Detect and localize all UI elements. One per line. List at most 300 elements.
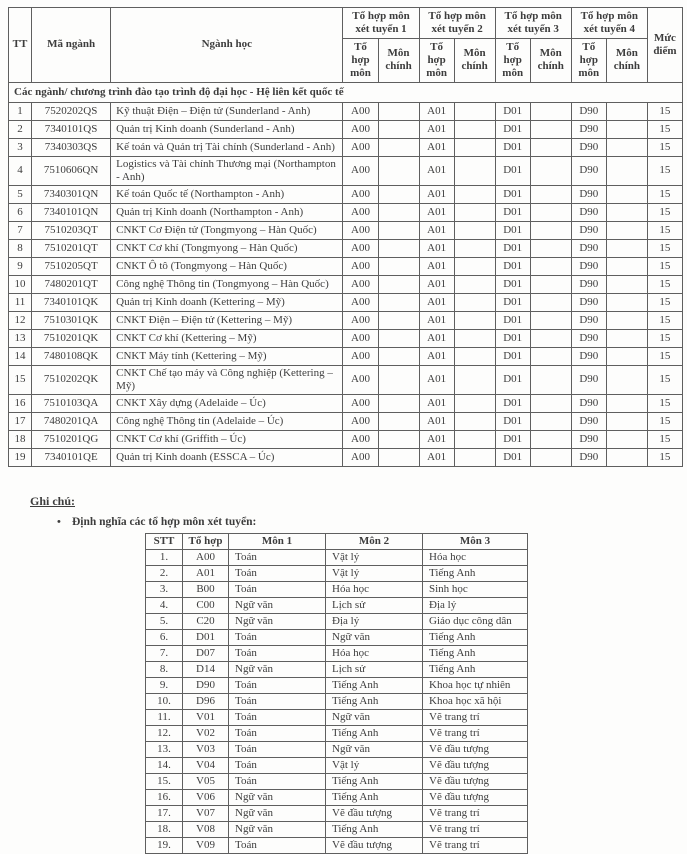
cell-m4: [606, 185, 647, 203]
cell-c1: A00: [343, 102, 378, 120]
cell-c4: D90: [571, 203, 606, 221]
cell-1: V02: [183, 725, 229, 741]
cell-4: Sinh học: [423, 581, 528, 597]
cell-1: C00: [183, 597, 229, 613]
table-row: [146, 805, 528, 821]
cell-m2: [454, 448, 495, 466]
cell-c3: D01: [495, 156, 530, 185]
cell-c1: A00: [343, 221, 378, 239]
cell-tt: 14: [9, 347, 32, 365]
cell-m2: [454, 275, 495, 293]
cell-tt: 16: [9, 394, 32, 412]
combination-table-header: [146, 533, 528, 549]
cell-0: 11.: [146, 709, 183, 725]
cell-c1: A00: [343, 394, 378, 412]
cell-c3: D01: [495, 311, 530, 329]
cell-c1: A00: [343, 365, 378, 394]
cell-c4: D90: [571, 185, 606, 203]
cell-tt: 13: [9, 329, 32, 347]
cell-tt: 15: [9, 365, 32, 394]
cell-3: Tiếng Anh: [326, 677, 423, 693]
table-row: [9, 412, 683, 430]
cell-m3: [530, 156, 571, 185]
cell-c2: A01: [419, 448, 454, 466]
cell-m1: [378, 275, 419, 293]
cell-m2: [454, 329, 495, 347]
cell-c3: D01: [495, 257, 530, 275]
cell-code: 7340101QK: [32, 293, 111, 311]
cell-3: Lịch sử: [326, 661, 423, 677]
cell-2: Ngữ văn: [229, 597, 326, 613]
cell-score: 15: [647, 365, 682, 394]
cell-m2: [454, 102, 495, 120]
cell-m3: [530, 221, 571, 239]
cell-m1: [378, 347, 419, 365]
cell-score: 15: [647, 347, 682, 365]
cell-c3: D01: [495, 347, 530, 365]
cell-c4: D90: [571, 365, 606, 394]
cell-c1: A00: [343, 257, 378, 275]
cell-m4: [606, 293, 647, 311]
cell-c1: A00: [343, 120, 378, 138]
cell-0: 19.: [146, 837, 183, 853]
table-row: [146, 773, 528, 789]
col-header-nganh-hoc: Ngành học: [111, 8, 343, 83]
cell-tt: 1: [9, 102, 32, 120]
cell-code: 7480108QK: [32, 347, 111, 365]
notes-bullet-item: [57, 516, 687, 528]
cell-1: B00: [183, 581, 229, 597]
cell-name: Quản trị Kinh doanh (Sunderland - Anh): [111, 120, 343, 138]
cell-4: Giáo dục công dân: [423, 613, 528, 629]
cell-c2: A01: [419, 257, 454, 275]
cell-code: 7340101QE: [32, 448, 111, 466]
cell-c4: D90: [571, 120, 606, 138]
cell-score: 15: [647, 275, 682, 293]
cell-m2: [454, 257, 495, 275]
cell-0: 1.: [146, 549, 183, 565]
cell-name: Công nghệ Thông tin (Tongmyong – Hàn Quốc): [111, 275, 343, 293]
table-row: [9, 394, 683, 412]
cell-code: 7340303QS: [32, 138, 111, 156]
cell-c3: D01: [495, 275, 530, 293]
cell-tt: 17: [9, 412, 32, 430]
cell-3: Vẽ đầu tượng: [326, 837, 423, 853]
cell-m1: [378, 239, 419, 257]
cell-code: 7480201QT: [32, 275, 111, 293]
cell-code: 7510103QA: [32, 394, 111, 412]
cell-m1: [378, 102, 419, 120]
cell-c2: A01: [419, 293, 454, 311]
cell-1: V06: [183, 789, 229, 805]
cell-m1: [378, 203, 419, 221]
cell-c3: D01: [495, 430, 530, 448]
cell-m4: [606, 448, 647, 466]
subcol-mon-chinh-4: Môn chính: [606, 38, 647, 82]
cell-score: 15: [647, 257, 682, 275]
cell-m2: [454, 138, 495, 156]
cell-2: Ngữ văn: [229, 789, 326, 805]
cell-score: 15: [647, 156, 682, 185]
cell-m3: [530, 448, 571, 466]
cell-0: 14.: [146, 757, 183, 773]
cell-m3: [530, 430, 571, 448]
cell-2: Toán: [229, 581, 326, 597]
table-row: [9, 275, 683, 293]
cell-tt: 5: [9, 185, 32, 203]
subcol-to-hop-mon-2: Tổ hợp môn: [419, 38, 454, 82]
cell-tt: 6: [9, 203, 32, 221]
cell-c3: D01: [495, 120, 530, 138]
cell-m2: [454, 430, 495, 448]
cell-1: V09: [183, 837, 229, 853]
cell-c3: D01: [495, 412, 530, 430]
cell-2: Toán: [229, 725, 326, 741]
cell-3: Vẽ đầu tượng: [326, 805, 423, 821]
cell-c2: A01: [419, 329, 454, 347]
cell-m3: [530, 329, 571, 347]
table-row: [146, 661, 528, 677]
cell-code: 7340301QN: [32, 185, 111, 203]
table-row: [146, 549, 528, 565]
cell-1: A00: [183, 549, 229, 565]
cell-c1: A00: [343, 239, 378, 257]
cell-m2: [454, 239, 495, 257]
cell-m3: [530, 311, 571, 329]
table-row: [146, 565, 528, 581]
cell-score: 15: [647, 120, 682, 138]
cell-m4: [606, 412, 647, 430]
table-row: [146, 741, 528, 757]
cell-m1: [378, 329, 419, 347]
cell-c1: A00: [343, 412, 378, 430]
cell-c1: A00: [343, 203, 378, 221]
cell-c3: D01: [495, 394, 530, 412]
cell-score: 15: [647, 448, 682, 466]
cell-0: 10.: [146, 693, 183, 709]
cell-tt: 19: [9, 448, 32, 466]
subcol-to-hop-mon-3: Tổ hợp môn: [495, 38, 530, 82]
cell-0: 13.: [146, 741, 183, 757]
table-row: [146, 597, 528, 613]
cell-c2: A01: [419, 239, 454, 257]
cell-m1: [378, 257, 419, 275]
cell-0: 2.: [146, 565, 183, 581]
cell-c4: D90: [571, 412, 606, 430]
cell-tt: 2: [9, 120, 32, 138]
cell-2: Toán: [229, 773, 326, 789]
cell-m2: [454, 394, 495, 412]
cell-code: 7510202QK: [32, 365, 111, 394]
cell-4: Vẽ trang trí: [423, 709, 528, 725]
cell-c2: A01: [419, 347, 454, 365]
cell-m2: [454, 293, 495, 311]
cell-name: Quản trị Kinh doanh (Northampton - Anh): [111, 203, 343, 221]
cell-c1: A00: [343, 275, 378, 293]
cell-m4: [606, 138, 647, 156]
cell-3: Vật lý: [326, 757, 423, 773]
cell-m4: [606, 430, 647, 448]
cell-3: Hóa học: [326, 645, 423, 661]
cell-score: 15: [647, 102, 682, 120]
cell-code: 7510201QT: [32, 239, 111, 257]
cell-3: Ngữ văn: [326, 741, 423, 757]
cell-c3: D01: [495, 448, 530, 466]
cell-m4: [606, 365, 647, 394]
cell-1: V01: [183, 709, 229, 725]
cell-code: 7510606QN: [32, 156, 111, 185]
cell-2: Ngữ văn: [229, 661, 326, 677]
cell-m1: [378, 430, 419, 448]
cell-m1: [378, 293, 419, 311]
table-row: [9, 239, 683, 257]
cell-m3: [530, 203, 571, 221]
cell-4: Vẽ trang trí: [423, 821, 528, 837]
cell-0: 12.: [146, 725, 183, 741]
cell-score: 15: [647, 412, 682, 430]
cell-name: CNKT Cơ khí (Kettering – Mỹ): [111, 329, 343, 347]
cell-name: CNKT Cơ khí (Griffith – Úc): [111, 430, 343, 448]
cell-c3: D01: [495, 239, 530, 257]
table-row: [146, 629, 528, 645]
section-row: [9, 82, 683, 102]
col-header-group-4: Tổ hợp môn xét tuyển 4: [571, 8, 647, 39]
table-row: [9, 448, 683, 466]
cell-2: Toán: [229, 837, 326, 853]
cell-4: Khoa học tự nhiên: [423, 677, 528, 693]
cell-tt: 8: [9, 239, 32, 257]
cell-m3: [530, 347, 571, 365]
cell-name: CNKT Cơ khí (Tongmyong – Hàn Quốc): [111, 239, 343, 257]
cell-score: 15: [647, 138, 682, 156]
cell-0: 17.: [146, 805, 183, 821]
cell-c3: D01: [495, 293, 530, 311]
cell-c4: D90: [571, 275, 606, 293]
table-row: [146, 581, 528, 597]
cell-score: 15: [647, 311, 682, 329]
cell-name: Kế toán và Quản trị Tài chính (Sunderland - Anh): [111, 138, 343, 156]
cell-m4: [606, 275, 647, 293]
cell-m4: [606, 203, 647, 221]
bullet-icon: •: [57, 515, 61, 528]
cell-c2: A01: [419, 221, 454, 239]
cell-1: V08: [183, 821, 229, 837]
cell-c4: D90: [571, 329, 606, 347]
cell-m1: [378, 365, 419, 394]
cell-score: 15: [647, 329, 682, 347]
cell-score: 15: [647, 394, 682, 412]
col-header-group-1: Tổ hợp môn xét tuyển 1: [343, 8, 419, 39]
cell-4: Tiếng Anh: [423, 661, 528, 677]
cell-4: Vẽ trang trí: [423, 805, 528, 821]
cell-c2: A01: [419, 275, 454, 293]
table-row: [9, 329, 683, 347]
cell-c1: A00: [343, 156, 378, 185]
cell-3: Vật lý: [326, 565, 423, 581]
cell-m1: [378, 448, 419, 466]
cell-0: 7.: [146, 645, 183, 661]
cell-c4: D90: [571, 239, 606, 257]
cell-c4: D90: [571, 430, 606, 448]
cell-name: CNKT Ô tô (Tongmyong – Hàn Quốc): [111, 257, 343, 275]
notes-heading: Ghi chú:: [30, 493, 76, 508]
cell-c4: D90: [571, 394, 606, 412]
section-row-label: Các ngành/ chương trình đào tạo trình độ đại học - Hệ liên kết quốc tế: [9, 82, 683, 102]
cell-c4: D90: [571, 156, 606, 185]
cell-name: Công nghệ Thông tin (Adelaide – Úc): [111, 412, 343, 430]
cell-m3: [530, 365, 571, 394]
admissions-table-header: [9, 8, 683, 83]
cell-name: Kế toán Quốc tế (Northampton - Anh): [111, 185, 343, 203]
cell-code: 7510201QG: [32, 430, 111, 448]
cell-4: Vẽ đầu tượng: [423, 773, 528, 789]
cell-2: Ngữ văn: [229, 821, 326, 837]
cell-c3: D01: [495, 221, 530, 239]
cell-score: 15: [647, 293, 682, 311]
cell-c4: D90: [571, 257, 606, 275]
cell-4: Vẽ trang trí: [423, 837, 528, 853]
cell-c2: A01: [419, 365, 454, 394]
cell-2: Toán: [229, 693, 326, 709]
cell-2: Toán: [229, 741, 326, 757]
cell-tt: 9: [9, 257, 32, 275]
cell-m4: [606, 221, 647, 239]
cell-2: Toán: [229, 677, 326, 693]
combination-table-body: [146, 549, 528, 853]
subcol-to-hop-mon-1: Tổ hợp môn: [343, 38, 378, 82]
col-header-group-3: Tổ hợp môn xét tuyển 3: [495, 8, 571, 39]
cell-c2: A01: [419, 412, 454, 430]
table-row: [9, 430, 683, 448]
cell-name: Logistics và Tài chính Thương mại (Northampton - Anh): [111, 156, 343, 185]
cell-3: Tiếng Anh: [326, 773, 423, 789]
cell-1: V03: [183, 741, 229, 757]
cell-code: 7510301QK: [32, 311, 111, 329]
cell-m2: [454, 120, 495, 138]
cell-tt: 3: [9, 138, 32, 156]
cell-4: Tiếng Anh: [423, 565, 528, 581]
cell-c2: A01: [419, 203, 454, 221]
cell-c1: A00: [343, 329, 378, 347]
cell-3: Ngữ văn: [326, 629, 423, 645]
cell-c2: A01: [419, 311, 454, 329]
cell-c1: A00: [343, 448, 378, 466]
subcol-mon-chinh-2: Môn chính: [454, 38, 495, 82]
cell-4: Vẽ trang trí: [423, 725, 528, 741]
cell-c4: D90: [571, 293, 606, 311]
cell-code: 7510201QK: [32, 329, 111, 347]
cell-tt: 10: [9, 275, 32, 293]
col-header-ma-nganh: Mã ngành: [32, 8, 111, 83]
cell-m3: [530, 257, 571, 275]
cell-0: 9.: [146, 677, 183, 693]
cell-1: D14: [183, 661, 229, 677]
table-row: [146, 693, 528, 709]
col-header-mon-3: Môn 3: [423, 533, 528, 549]
cell-1: V05: [183, 773, 229, 789]
cell-m2: [454, 185, 495, 203]
cell-3: Tiếng Anh: [326, 789, 423, 805]
table-row: [9, 102, 683, 120]
cell-m4: [606, 257, 647, 275]
subcol-to-hop-mon-4: Tổ hợp môn: [571, 38, 606, 82]
cell-score: 15: [647, 221, 682, 239]
cell-code: 7510205QT: [32, 257, 111, 275]
cell-1: C20: [183, 613, 229, 629]
col-header-tt: TT: [9, 8, 32, 83]
cell-c2: A01: [419, 185, 454, 203]
combination-definitions-table: [145, 533, 528, 854]
cell-m3: [530, 412, 571, 430]
cell-score: 15: [647, 203, 682, 221]
cell-m2: [454, 311, 495, 329]
cell-0: 8.: [146, 661, 183, 677]
cell-name: Quản trị Kinh doanh (Kettering – Mỹ): [111, 293, 343, 311]
col-header-muc-diem: Mức điểm: [647, 8, 682, 83]
cell-1: D07: [183, 645, 229, 661]
cell-m3: [530, 239, 571, 257]
table-row: [146, 709, 528, 725]
cell-1: V07: [183, 805, 229, 821]
cell-name: Kỹ thuật Điện – Điện tử (Sunderland - Anh): [111, 102, 343, 120]
admissions-table: [8, 7, 683, 467]
cell-1: D96: [183, 693, 229, 709]
cell-2: Toán: [229, 565, 326, 581]
cell-c2: A01: [419, 102, 454, 120]
cell-0: 15.: [146, 773, 183, 789]
table-row: [146, 725, 528, 741]
table-row: [9, 120, 683, 138]
table-row: [9, 221, 683, 239]
cell-4: Khoa học xã hội: [423, 693, 528, 709]
cell-tt: 7: [9, 221, 32, 239]
cell-m1: [378, 394, 419, 412]
cell-code: 7340101QN: [32, 203, 111, 221]
cell-c3: D01: [495, 185, 530, 203]
cell-m1: [378, 185, 419, 203]
cell-m2: [454, 412, 495, 430]
cell-3: Tiếng Anh: [326, 693, 423, 709]
cell-c3: D01: [495, 102, 530, 120]
cell-m3: [530, 394, 571, 412]
cell-c4: D90: [571, 448, 606, 466]
cell-c4: D90: [571, 311, 606, 329]
notes-bullet-text: Định nghĩa các tổ hợp môn xét tuyển:: [72, 515, 257, 528]
cell-c1: A00: [343, 138, 378, 156]
cell-4: Vẽ đầu tượng: [423, 789, 528, 805]
cell-m3: [530, 102, 571, 120]
table-row: [9, 138, 683, 156]
cell-3: Hóa học: [326, 581, 423, 597]
cell-m4: [606, 329, 647, 347]
cell-m3: [530, 275, 571, 293]
cell-4: Vẽ đầu tượng: [423, 741, 528, 757]
cell-score: 15: [647, 239, 682, 257]
cell-c3: D01: [495, 365, 530, 394]
table-row: [9, 257, 683, 275]
cell-name: CNKT Xây dựng (Adelaide – Úc): [111, 394, 343, 412]
cell-c3: D01: [495, 329, 530, 347]
cell-name: CNKT Chế tạo máy và Công nghiệp (Kettering – Mỹ): [111, 365, 343, 394]
cell-m2: [454, 347, 495, 365]
cell-c2: A01: [419, 138, 454, 156]
cell-2: Ngữ văn: [229, 805, 326, 821]
cell-c1: A00: [343, 430, 378, 448]
cell-c4: D90: [571, 347, 606, 365]
table-row: [146, 645, 528, 661]
cell-c4: D90: [571, 221, 606, 239]
cell-1: D90: [183, 677, 229, 693]
